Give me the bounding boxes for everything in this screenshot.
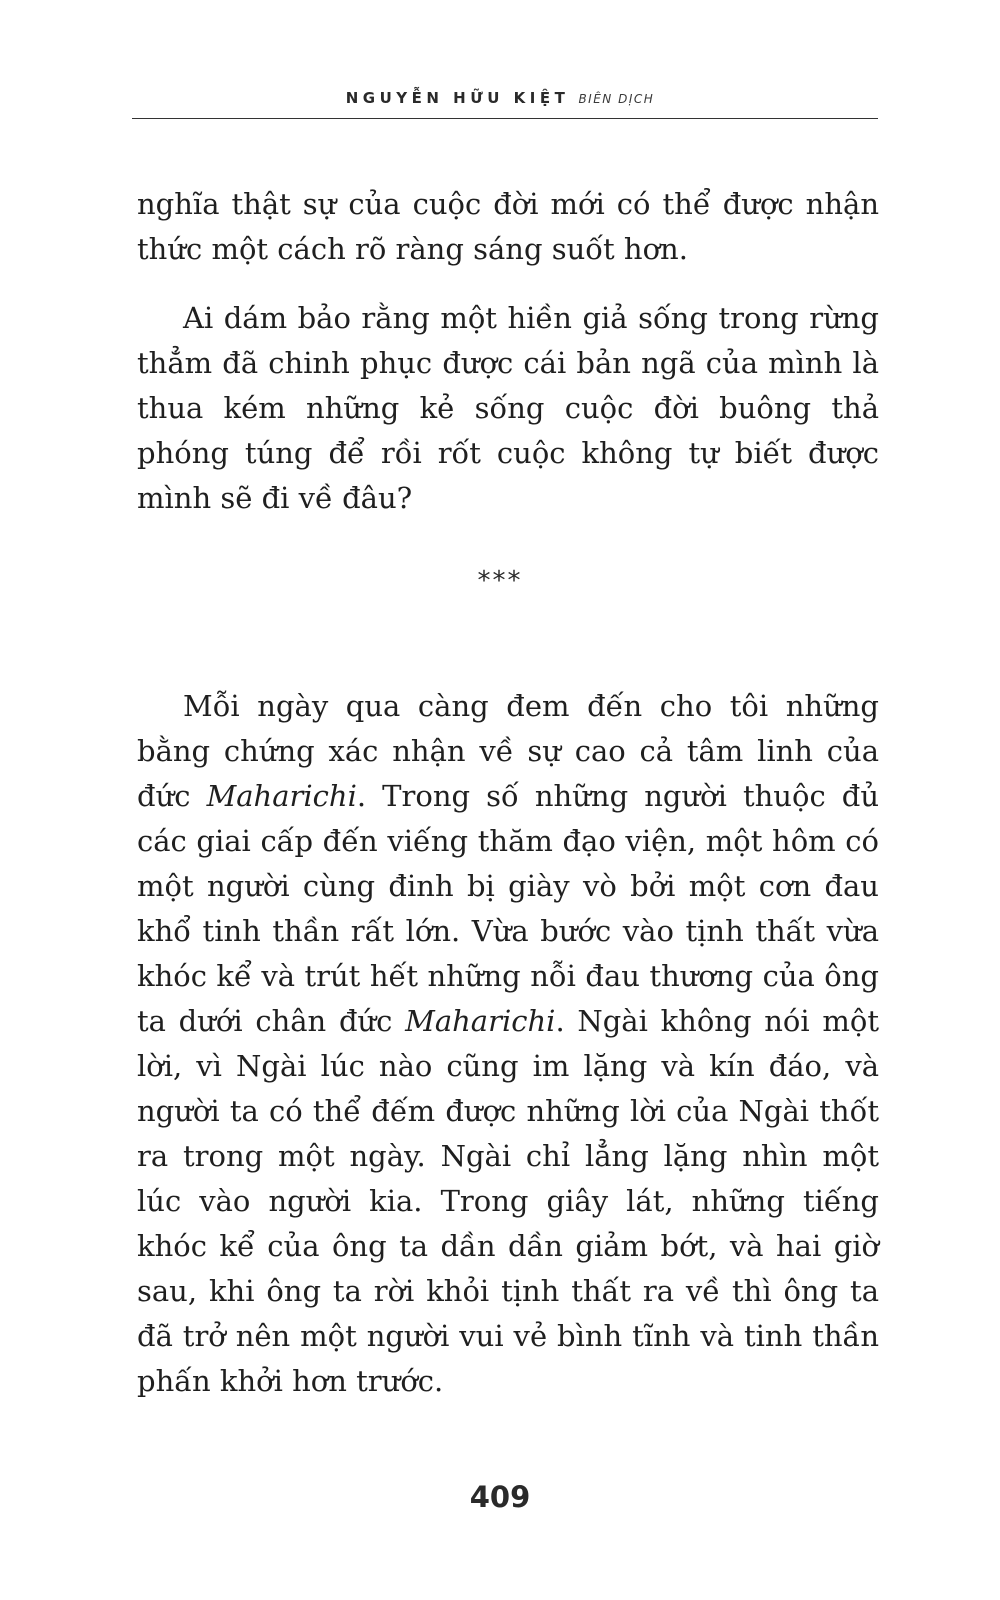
header-role: BIÊN DỊCH [578,92,655,106]
paragraph-3-text-1: Mỗi ngày qua càng đem đến cho tôi những bằng chứng xác nhận về sự cao cả tâm linh của đức [137,689,879,813]
header-divider [132,118,878,119]
section-separator: *** [477,566,523,596]
header-author: NGUYỄN HỮU KIỆT [345,89,570,107]
name-maharichi-1: Maharichi [206,779,357,813]
paragraph-3 [137,684,879,1404]
name-maharichi-2: Maharichi [405,1004,556,1038]
running-header [0,88,1000,107]
paragraph-3-text-3: . Ngài không nói một lời, vì Ngài lúc nào cũng im lặng và kín đáo, và người ta có thể đếm được những lời của Ngài thốt ra trong một ngày. Ngài chỉ lẳng lặng nhìn một lúc vào người kia. Trong giây lát, những tiếng khóc kể của ông ta dần dần giảm bớt, và hai giờ sau, khi ông ta rời khỏi tịnh thất ra về thì ông ta đã trở nên một người vui vẻ bình tĩnh và tinh thần phấn khởi hơn trước. [137,1004,879,1398]
paragraph-1: nghĩa thật sự của cuộc đời mới có thể được nhận thức một cách rõ ràng sáng suốt hơn. [137,187,879,266]
paragraph-3-text-2: . Trong số những người thuộc đủ các giai cấp đến viếng thăm đạo viện, một hôm có một người cùng đinh bị giày vò bởi một cơn đau khổ tinh thần rất lớn. Vừa bước vào tịnh thất vừa khóc kể và trút hết những nỗi đau thương của ông ta dưới chân đức [137,779,880,1038]
paragraph-2: Ai dám bảo rằng một hiền giả sống trong rừng thẳm đã chinh phục được cái bản ngã của mình là thua kém những kẻ sống cuộc đời buông thả phóng túng để rồi rốt cuộc không tự biết được mình sẽ đi về đâu? [137,301,879,515]
page-number: 409 [469,1480,531,1514]
